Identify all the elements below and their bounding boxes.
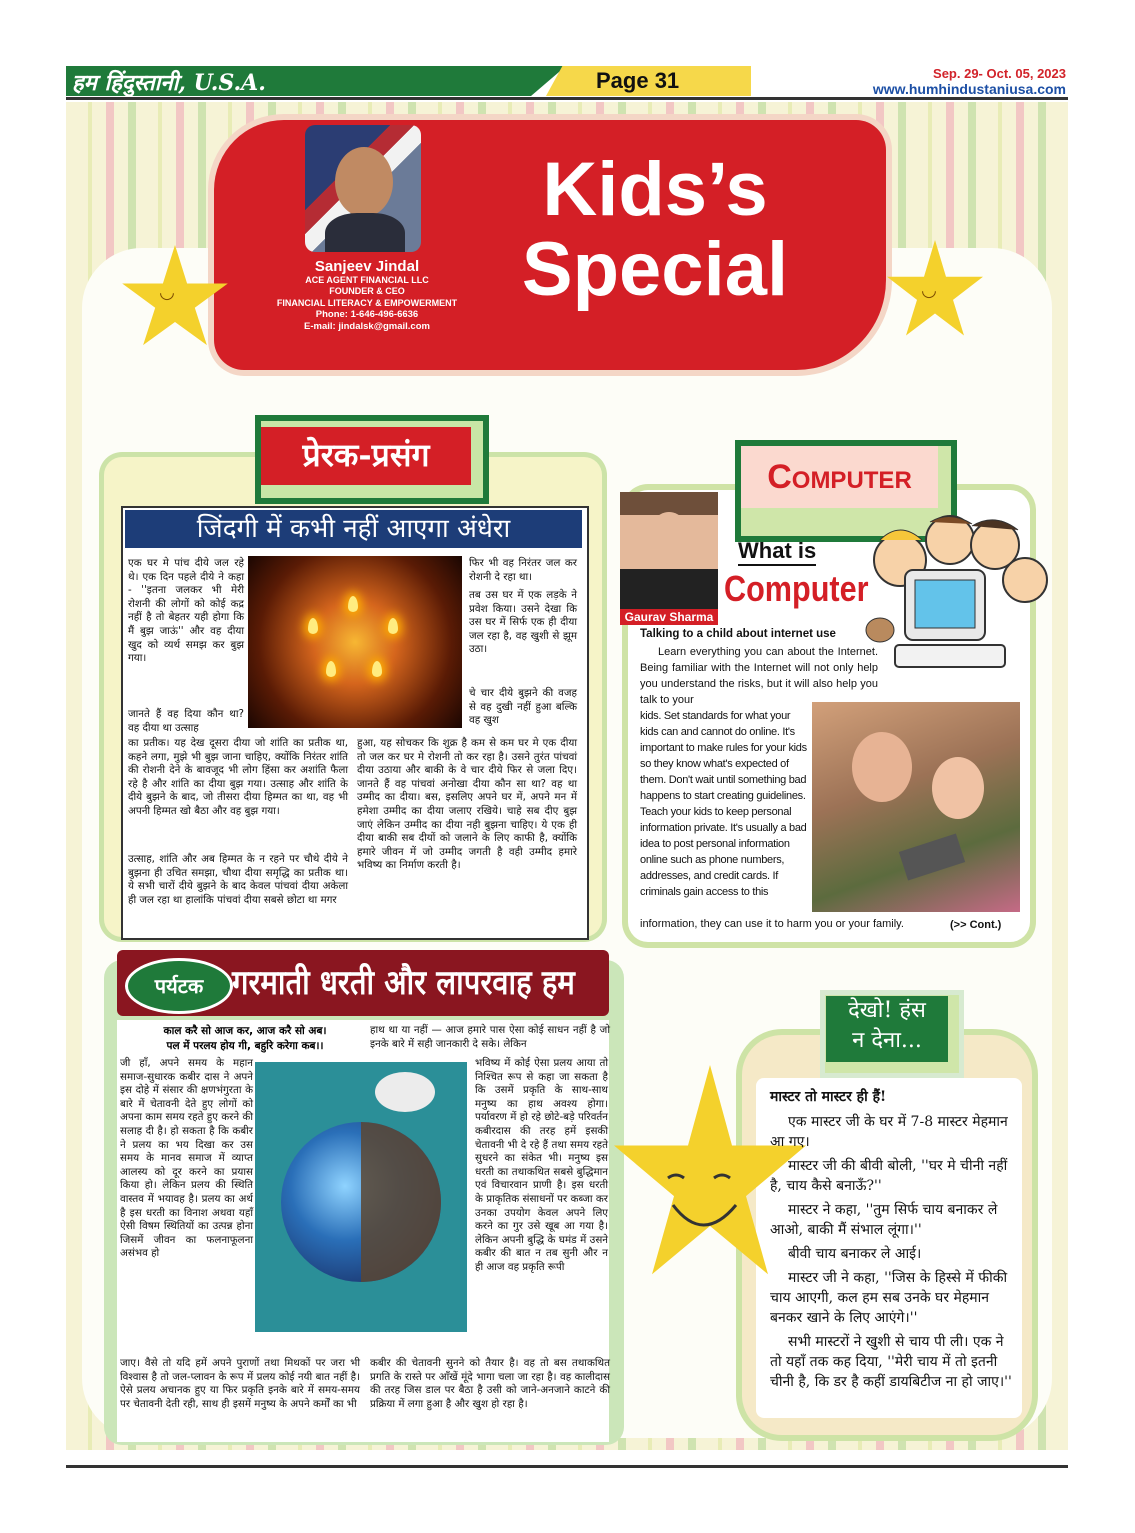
- masthead-brand: हम हिंदुस्तानी, U.S.A.: [72, 70, 266, 96]
- page-title-line2: Special: [521, 227, 789, 312]
- masthead-rule: [66, 97, 1068, 100]
- prerak-col2a: फिर भी वह निरंतर जल कर रोशनी दे रहा था।: [469, 557, 577, 583]
- joke-para3: मास्टर ने कहा, ''तुम सिर्फ चाय बनाकर ले आओ, बाकी मैं संभाल लूंगा।'': [770, 1202, 998, 1238]
- bottom-rule: [66, 1465, 1068, 1468]
- joke-title-line1: देखो! हंस: [848, 998, 926, 1023]
- computer-word: Computer: [724, 568, 869, 609]
- ceo-company: ACE AGENT FINANCIAL LLC: [305, 275, 429, 285]
- kids-computer-cartoon-icon: [860, 510, 1050, 690]
- diya-photo: [248, 556, 462, 728]
- paryatak-col2a: हाथ था या नहीं — आज हमारे पास ऐसा कोई साधन नहीं है जो इनके बारे में सही जानकारी दे सके। लेकिन: [370, 1024, 610, 1050]
- prerak-col2b: तब उस घर में एक लड़के ने प्रवेश किया। उसने देखा कि उस घर में सिर्फ एक ही दीया जल रहा है, वह खुशी से झूम उठा।: [469, 589, 577, 656]
- ceo-phone: Phone: 1-646-496-6636: [315, 309, 419, 320]
- joke-section-title: [826, 996, 948, 1062]
- ceo-role: FOUNDER & CEO: [329, 286, 405, 296]
- star-smile-icon: [648, 1170, 768, 1250]
- ceo-info: [262, 258, 472, 333]
- computer-para2: kids. Set standards for what your kids can and cannot do online. It's important to make rules for your kids so they know what's expected of them. Don't wait until something bad happens to start creating guidelines. Teach your kids to keep personal information private. It's usually a bad idea to post personal information online such as phone numbers, addresses, and credit cards. If criminals gain access to this: [640, 710, 807, 898]
- earth-globe-image: [255, 1062, 467, 1332]
- prerak-col1d: उत्साह, शांति और अब हिम्मत के न रहने पर चौथे दीये ने बुझना ही उचित समझा, चौथा दीया समृद्धि का प्रतीक था। ये सभी चारों दीये बुझने के बाद केवल पांचवां दीया अकेला ही जल रहा था हालांकि पांचवां दीया सबसे छोटा था मगर: [128, 853, 348, 906]
- joke-heading: मास्टर तो मास्टर ही हैं!: [770, 1089, 887, 1105]
- continued-label: (>> Cont.): [950, 919, 1002, 931]
- mother-daughter-photo: [812, 702, 1020, 912]
- star-left-face-icon: ◡: [160, 282, 174, 303]
- computer-subhead: Talking to a child about internet use: [640, 628, 836, 640]
- joke-para5: मास्टर जी ने कहा, ''जिस के हिस्से में फीकी चाय आएगी, कल हम सब उनके घर मेहमान बनकर खाने के लिए आएंगे।'': [770, 1270, 1008, 1326]
- prerak-col2d: हुआ, यह सोचकर कि शुक्र है कम से कम घर मे एक दीया तो जल कर घर मे रोशनी तो कर रहा है। उसने तुरंत पांचवां दीया उठाया और बाकी के वे चार दीये फिर से जला दिए। जानते हैं वह पांचवां अनोखा दीया कौन सा था? वह था उम्मीद का दीया। बस, इसलिए अपने घर में, अपने मन में हमेशा उम्मीद का दीया जलाए रखिये। चाहे सब दीए बुझ जाएं लेकिन उम्मीद का दीया नही बुझना चाहिए। ये एक ही दीया बाकी सब दीयों को जलाने के लिए काफी है, क्योंकि हमारे जीवन में जो उम्मीद जगती है वही उम्मीद हमारे भविष्य का निर्माण करती है।: [357, 737, 577, 872]
- paryatak-headline: गरमाती धरती और लापरवाह हम: [232, 963, 575, 1003]
- website-link[interactable]: www.humhindustaniusa.com: [872, 81, 1066, 97]
- kabir-couplet: [125, 1024, 365, 1054]
- author-photo: [620, 492, 718, 620]
- issue-date: Sep. 29- Oct. 05, 2023: [933, 66, 1066, 81]
- paryatak-badge: पर्यटक: [125, 958, 233, 1014]
- computer-para1: Learn everything you can about the Internet. Being familiar with the Internet will not only help you understand the risks, but it will also help you talk to your: [640, 646, 878, 706]
- ceo-name: Sanjeev Jindal: [314, 258, 420, 275]
- ceo-photo: [305, 125, 421, 252]
- kabir-couplet-line2: पल में परलय होय गी, बहुरि करेगा कब।।: [166, 1040, 324, 1052]
- joke-para1: एक मास्टर जी के घर में 7-8 मास्टर मेहमान आ गए।: [770, 1114, 1008, 1150]
- joke-para2: मास्टर जी की बीवी बोली, ''घर मे चीनी नहीं है, चाय कैसे बनाऊँ?'': [770, 1158, 1008, 1194]
- paryatak-col1: जी हाँ, अपने समय के महान समाज-सुधारक कबीर दास ने अपने इस दोहे में संसार की क्षणभंगुरता के बारे में चेतावनी देते हुए लोगों को अपना काम समय रहते हुए करने की सलाह दी है। हो सकता है कि कबीर ने प्रलय का भय दिखा कर उस समय के मानव समाज में व्याप्त आलस्य को दूर करने का प्रयास किया हो। लेकिन प्रलय की स्थिति वास्तव में भयावह है। प्रलय का अर्थ है इस धरती का विनाश अथवा यहाँ ऐसी विषम स्थितियों का उत्पन्न होना जिसमें जीवन का फलनाफूलना असंभव हो: [120, 1057, 253, 1260]
- paryatak-bottom2: कबीर की चेतावनी सुनने को तैयार है। वह तो बस तथाकथित प्रगति के रास्ते पर आँखें मूंदे भागा चला जा रहा है। वह कालीदास की तरह जिस डाल पर बैठा है उसी को जाने-अनजाने काटने की प्रक्रिया में लगा हुआ है और खुश हो रहा है।: [370, 1357, 610, 1410]
- prerak-section-title: प्रेरक-प्रसंग: [261, 427, 471, 485]
- joke-title-line2: न देना...: [852, 1028, 922, 1053]
- author-name: Gaurav Sharma: [620, 609, 718, 625]
- what-is-label: What is: [738, 538, 816, 566]
- page-title-line1: Kids’s: [542, 147, 768, 232]
- joke-para4: बीवी चाय बनाकर ले आई।: [788, 1246, 922, 1262]
- ceo-email[interactable]: E-mail: jindalsk@gmail.com: [304, 321, 430, 332]
- computer-para3: information, they can use it to harm you or your family.: [640, 918, 904, 930]
- page-number: Page 31: [596, 68, 680, 93]
- paryatak-bottom1: जाए। वैसे तो यदि हमें अपने पुराणों तथा मिथकों पर जरा भी विश्वास है तो जल-प्लावन के रूप में प्रलय कोई नयी बात नहीं है। ऐसे प्रलय अचानक हुए या फिर प्रकृति इनके बारे में समय-समय पर चेतावनी देती रही, साथ ही इसमें मनुष्य के अपने कर्मों का भी: [120, 1357, 360, 1410]
- paryatak-col2b: भविष्य में कोई ऐसा प्रलय आया तो निश्चित रूप से कहा जा सकता है कि उसमें प्रकृति के साथ-साथ मनुष्य का हाथ अवश्य होगा। पर्यावरण में हो रहे छोटे-बड़े परिवर्तन कबीरदास की तरह हमें इसकी चेतावनी भी दे रहे हैं तथा समय रहते सुधरने का संकेत भी। मनुष्य इस धरती का तथाकथित सबसे बुद्धिमान एवं विचारवान प्राणी है। इस धरती के प्राकृतिक संसाधनों पर कब्जा कर उनका उपयोग केवल अपने लिए करने का गुर उसे खूब आ गया है। लेकिन अपनी बुद्धि के घमंड में उसने कबीर की बात न तब सुनी और न ही आज वह प्रकृति रूपी: [475, 1057, 608, 1273]
- ceo-tagline: FINANCIAL LITERACY & EMPOWERMENT: [276, 298, 458, 308]
- page-title: [470, 147, 840, 312]
- star-right-face-icon: ◡: [922, 280, 936, 301]
- computer-section-title: Computer: [741, 446, 938, 508]
- kabir-couplet-line1: काल करै सो आज कर, आज करै सो अब।: [163, 1025, 327, 1037]
- prerak-col1b: जानते हैं वह दिया कौन था? वह दीया था उत्साह: [128, 708, 244, 734]
- prerak-col1c: का प्रतीक। यह देख दूसरा दीया जो शांति का प्रतीक था, कहने लगा, मुझे भी बुझ जाना चाहिए, क्योंकि निरंतर शांति की रोशनी देने के बावजूद भी लोग हिंसा कर अशांति फैला रहे है और शांति का दीया बुझ गया। उत्साह और शांति के दीये बुझने के बाद, जो तीसरा दीया हिम्मत का था, वह भी अपनी हिम्मत खो बैठा और वह बुझ गया।: [128, 737, 348, 817]
- prerak-col2c: चे चार दीये बुझने की वजह से वह दुखी नहीं हुआ बल्कि वह खुश: [469, 687, 577, 727]
- prerak-col1a: एक घर मे पांच दीये जल रहे थे। एक दिन पहले दीये ने कहा - ''इतना जलकर भी मेरी रोशनी की लोगों को कोई कद्र नहीं है तो बेहतर यही होगा कि मैं बुझ जाऊं'' और वह दीया खुद को व्यर्थ समझ कर बुझ गया।: [128, 557, 244, 665]
- masthead: [66, 66, 1068, 100]
- joke-para6: सभी मास्टरों ने खुशी से चाय पी ली। एक ने तो यहाँ तक कह दिया, ''मेरी चाय में तो इतनी चीनी है, कि डर है कहीं डायबिटीज ना हो जाए।'': [770, 1334, 1012, 1390]
- prerak-headline: जिंदगी में कभी नहीं आएगा अंधेरा: [125, 510, 582, 548]
